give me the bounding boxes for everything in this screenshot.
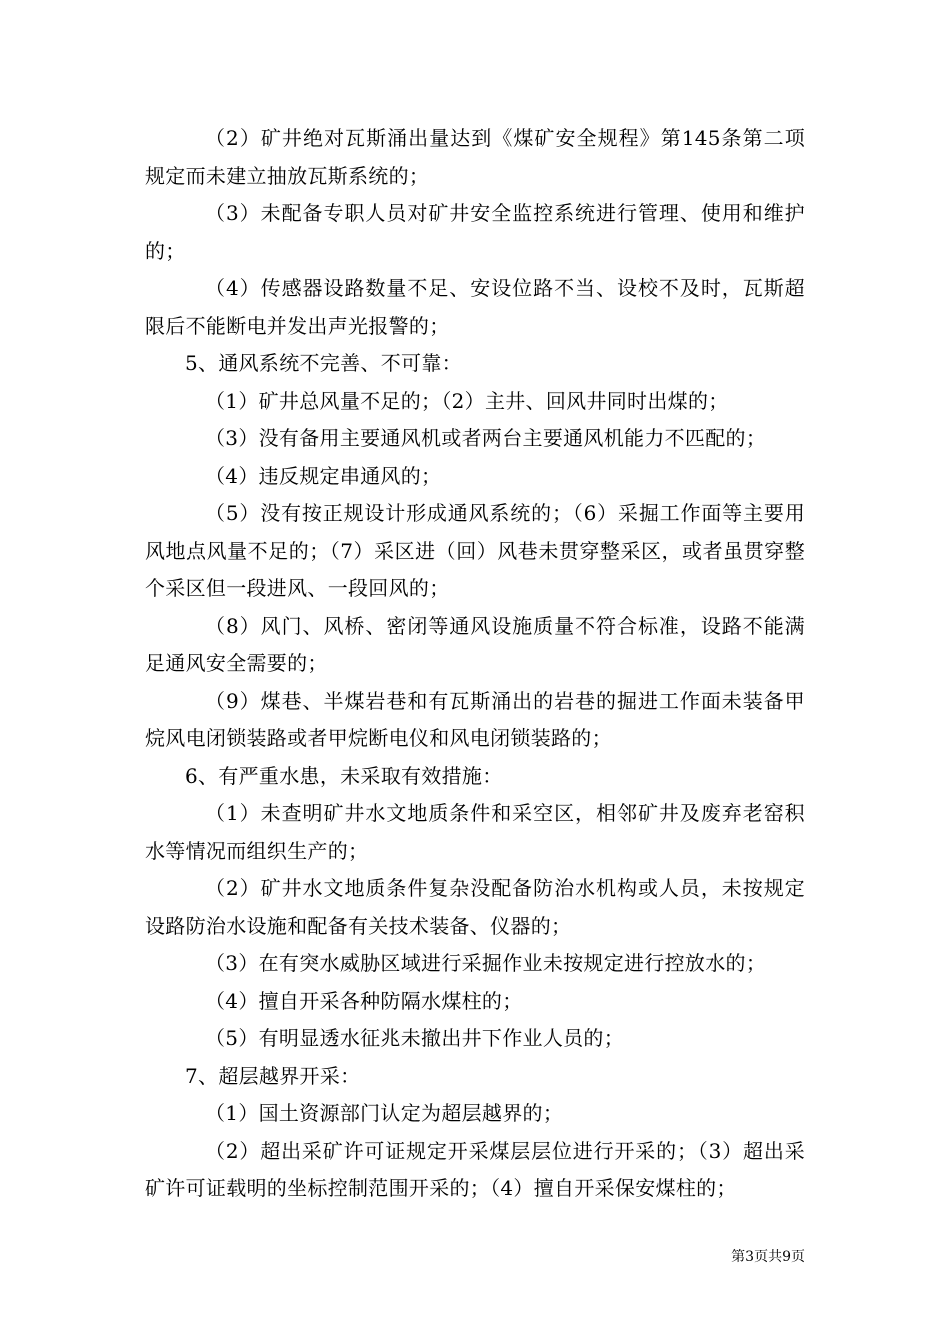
paragraph: （8）风门、风桥、密闭等通风设施质量不符合标准，设路不能满足通风安全需要的； — [145, 613, 805, 675]
paragraph: （9）煤巷、半煤岩巷和有瓦斯涌出的岩巷的掘进工作面未装备甲烷风电闭锁装路或者甲烷断电仪和风电闭锁装路的； — [145, 688, 805, 750]
section-heading: 7、超层越界开采： — [185, 1063, 361, 1088]
paragraph: （3）在有突水威胁区域进行采掘作业未按规定进行控放水的； — [205, 951, 767, 975]
paragraph: （2）矿井水文地质条件复杂没配备防治水机构或人员，未按规定设路防治水设施和配备有关技术装备、仪器的； — [145, 876, 805, 938]
paragraph: （4）擅自开采各种防隔水煤柱的； — [205, 988, 523, 1013]
paragraph: （4）传感器设路数量不足、安设位路不当、设校不及时，瓦斯超限后不能断电并发出声光报警的； — [145, 276, 805, 338]
body-text — [145, 120, 805, 1208]
paragraph: （1）矿井总风量不足的；（2）主井、回风井同时出煤的； — [205, 388, 729, 413]
section-heading: 6、有严重水患，未采取有效措施： — [185, 763, 503, 788]
paragraph: （5）有明显透水征兆未撤出井下作业人员的； — [205, 1026, 625, 1050]
paragraph: （2）矿井绝对瓦斯涌出量达到《煤矿安全规程》第145条第二项规定而未建立抽放瓦斯系统的； — [145, 126, 805, 188]
page-number: 第3页共9页 — [731, 1249, 805, 1265]
paragraph: （4）违反规定串通风的； — [205, 463, 442, 488]
paragraph: （5）没有按正规设计形成通风系统的；（6）采掘工作面等主要用风地点风量不足的；（7）采区进（回）风巷未贯穿整采区，或者虽贯穿整个采区但一段进风、一段回风的； — [145, 501, 805, 600]
paragraph: （3）没有备用主要通风机或者两台主要通风机能力不匹配的； — [205, 426, 767, 450]
paragraph: （3）未配备专职人员对矿井安全监控系统进行管理、使用和维护的； — [145, 201, 805, 263]
paragraph: （2）超出采矿许可证规定开采煤层层位进行开采的；（3）超出采矿许可证载明的坐标控制范围开采的；（4）擅自开采保安煤柱的； — [145, 1138, 805, 1200]
paragraph: （1）国土资源部门认定为超层越界的； — [205, 1101, 564, 1125]
paragraph: （1）未查明矿井水文地质条件和采空区，相邻矿井及废弃老窑积水等情况而组织生产的； — [145, 801, 805, 863]
section-heading: 5、通风系统不完善、不可靠： — [185, 351, 462, 375]
